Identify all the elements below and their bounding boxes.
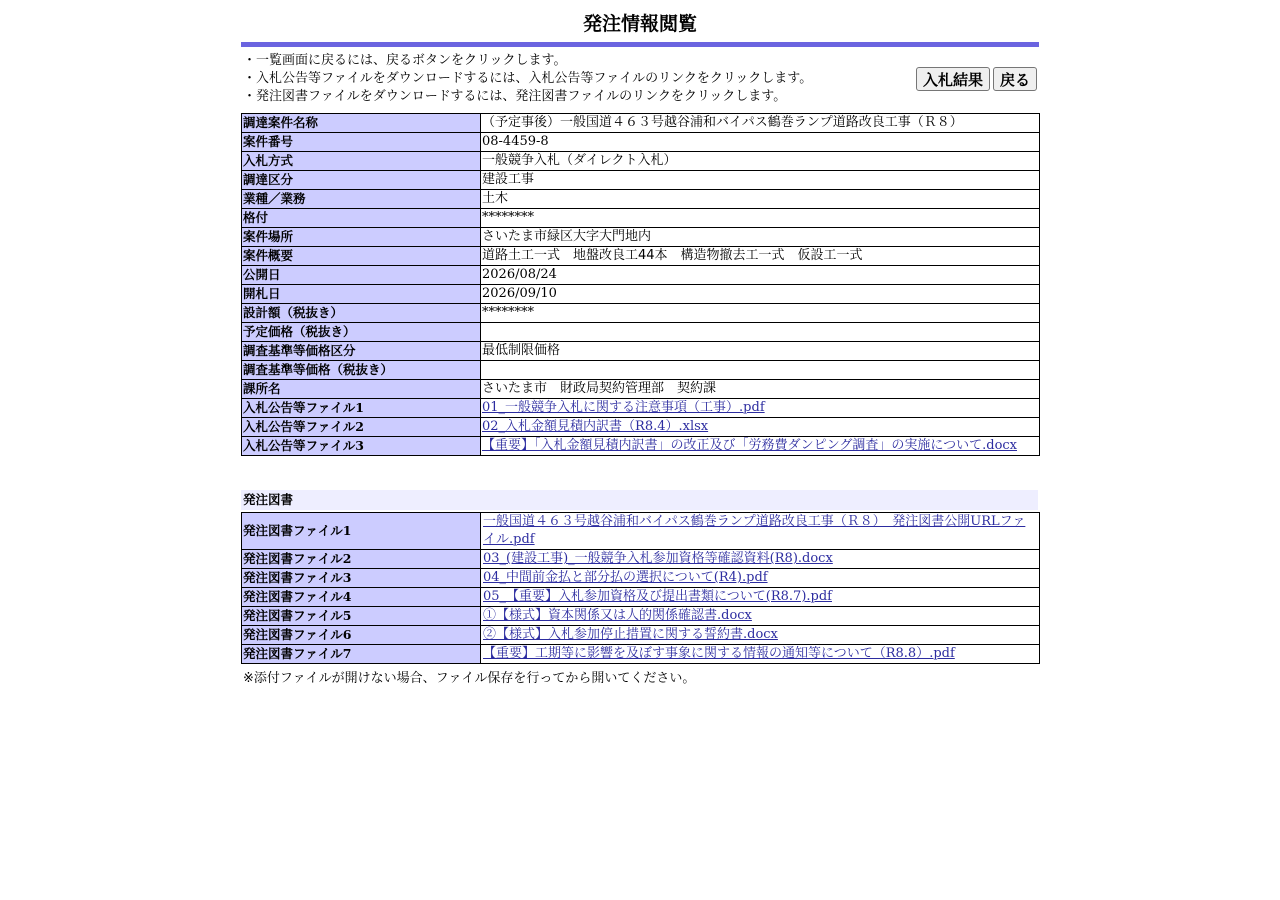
row-value — [481, 569, 1040, 588]
row-label: 発注図書ファイル4 — [242, 588, 481, 607]
row-label: 発注図書ファイル5 — [242, 607, 481, 626]
row-value — [481, 437, 1040, 456]
table-row — [242, 588, 1040, 607]
table-row — [242, 228, 1040, 247]
table-row — [242, 152, 1040, 171]
row-label: 入札公告等ファイル2 — [242, 418, 481, 437]
row-value: （予定事後）一般国道４６３号越谷浦和バイパス鶴巻ランプ道路改良工事（Ｒ８） — [481, 114, 1040, 133]
row-value — [481, 550, 1040, 569]
row-value: 建設工事 — [481, 171, 1040, 190]
row-label: 入札方式 — [242, 152, 481, 171]
file-download-link[interactable]: 02_入札金額見積内訳書（R8.4）.xlsx — [482, 419, 709, 434]
table-row — [242, 209, 1040, 228]
instructions-area — [241, 47, 1039, 113]
file-download-link[interactable]: ①【様式】資本関係又は人的関係確認書.docx — [483, 608, 752, 623]
row-label: 発注図書ファイル1 — [242, 513, 481, 550]
table-row — [242, 380, 1040, 399]
row-label: 格付 — [242, 209, 481, 228]
table-row — [242, 190, 1040, 209]
table-row — [242, 399, 1040, 418]
row-value — [481, 607, 1040, 626]
table-row — [242, 285, 1040, 304]
drawings-table — [241, 512, 1040, 664]
row-label: 予定価格（税抜き） — [242, 323, 481, 342]
row-value: 最低制限価格 — [481, 342, 1040, 361]
row-value: さいたま市緑区大字大門地内 — [481, 228, 1040, 247]
row-value — [481, 645, 1040, 664]
row-label: 発注図書ファイル7 — [242, 645, 481, 664]
table-row — [242, 361, 1040, 380]
row-value — [481, 418, 1040, 437]
file-download-link[interactable]: 01_一般競争入札に関する注意事項（工事）.pdf — [482, 400, 765, 415]
table-row — [242, 266, 1040, 285]
row-value — [481, 323, 1040, 342]
table-row — [242, 247, 1040, 266]
main-container — [241, 0, 1039, 686]
table-row — [242, 114, 1040, 133]
instruction-item: ・一覧画面に戻るには、戻るボタンをクリックします。 — [243, 53, 567, 68]
row-value: 道路土工一式 地盤改良工44本 構造物撤去工一式 仮設工一式 — [481, 247, 1040, 266]
row-label: 入札公告等ファイル1 — [242, 399, 481, 418]
row-label: 発注図書ファイル6 — [242, 626, 481, 645]
file-download-link[interactable]: 04_中間前金払と部分払の選択について(R4).pdf — [483, 570, 768, 585]
file-download-link[interactable]: ②【様式】入札参加停止措置に関する誓約書.docx — [483, 627, 778, 642]
row-value — [481, 588, 1040, 607]
row-value: 土木 — [481, 190, 1040, 209]
row-value — [481, 513, 1040, 550]
table-row — [242, 342, 1040, 361]
file-download-link[interactable]: 03_(建設工事)_一般競争入札参加資格等確認資料(R8).docx — [483, 551, 833, 566]
row-value: 2026/09/10 — [481, 285, 1040, 304]
drawings-section-title: 発注図書 — [241, 490, 1038, 510]
row-value: ******** — [481, 304, 1040, 323]
row-label: 案件概要 — [242, 247, 481, 266]
table-row — [242, 607, 1040, 626]
row-label: 発注図書ファイル2 — [242, 550, 481, 569]
table-row — [242, 645, 1040, 664]
row-value: 一般競争入札（ダイレクト入札） — [481, 152, 1040, 171]
table-row — [242, 513, 1040, 550]
table-row — [242, 171, 1040, 190]
table-row — [242, 304, 1040, 323]
table-row — [242, 569, 1040, 588]
row-label: 発注図書ファイル3 — [242, 569, 481, 588]
row-label: 調査基準等価格区分 — [242, 342, 481, 361]
row-value: さいたま市 財政局契約管理部 契約課 — [481, 380, 1040, 399]
bid-result-button[interactable]: 入札結果 — [916, 67, 990, 91]
row-label: 調査基準等価格（税抜き） — [242, 361, 481, 380]
row-label: 設計額（税抜き） — [242, 304, 481, 323]
procurement-info-table — [241, 113, 1040, 456]
row-label: 入札公告等ファイル3 — [242, 437, 481, 456]
row-label: 案件番号 — [242, 133, 481, 152]
table-row — [242, 418, 1040, 437]
file-download-link[interactable]: 【重要】工期等に影響を及ぼす事象に関する情報の通知等について（R8.8）.pdf — [483, 646, 955, 661]
action-buttons — [916, 67, 1037, 91]
table-row — [242, 437, 1040, 456]
row-value: ******** — [481, 209, 1040, 228]
row-label: 開札日 — [242, 285, 481, 304]
row-label: 業種／業務 — [242, 190, 481, 209]
row-value — [481, 626, 1040, 645]
table-row — [242, 323, 1040, 342]
row-value — [481, 399, 1040, 418]
row-value: 2026/08/24 — [481, 266, 1040, 285]
row-label: 調達案件名称 — [242, 114, 481, 133]
instruction-item: ・発注図書ファイルをダウンロードするには、発注図書ファイルのリンクをクリックします。 — [243, 89, 787, 104]
row-label: 案件場所 — [242, 228, 481, 247]
file-download-link[interactable]: 【重要】「入札金額見積内訳書」の改正及び「労務費ダンピング調査」の実施について.docx — [482, 438, 1018, 453]
instruction-item: ・入札公告等ファイルをダウンロードするには、入札公告等ファイルのリンクをクリックします。 — [243, 71, 813, 86]
row-label: 公開日 — [242, 266, 481, 285]
file-download-link[interactable]: 05_【重要】入札参加資格及び提出書類について(R8.7).pdf — [483, 589, 832, 604]
table-row — [242, 626, 1040, 645]
row-label: 課所名 — [242, 380, 481, 399]
page-title: 発注情報閲覧 — [582, 13, 697, 35]
back-button[interactable]: 戻る — [993, 67, 1037, 91]
file-download-link[interactable]: 一般国道４６３号越谷浦和バイパス鶴巻ランプ道路改良工事（Ｒ８） 発注図書公開URLファイル.pdf — [483, 514, 1026, 547]
row-label: 調達区分 — [242, 171, 481, 190]
footer-note: ※添付ファイルが開けない場合、ファイル保存を行ってから開いてください。 — [243, 671, 696, 686]
row-value: 08-4459-8 — [481, 133, 1040, 152]
table-row — [242, 133, 1040, 152]
row-value — [481, 361, 1040, 380]
table-row — [242, 550, 1040, 569]
